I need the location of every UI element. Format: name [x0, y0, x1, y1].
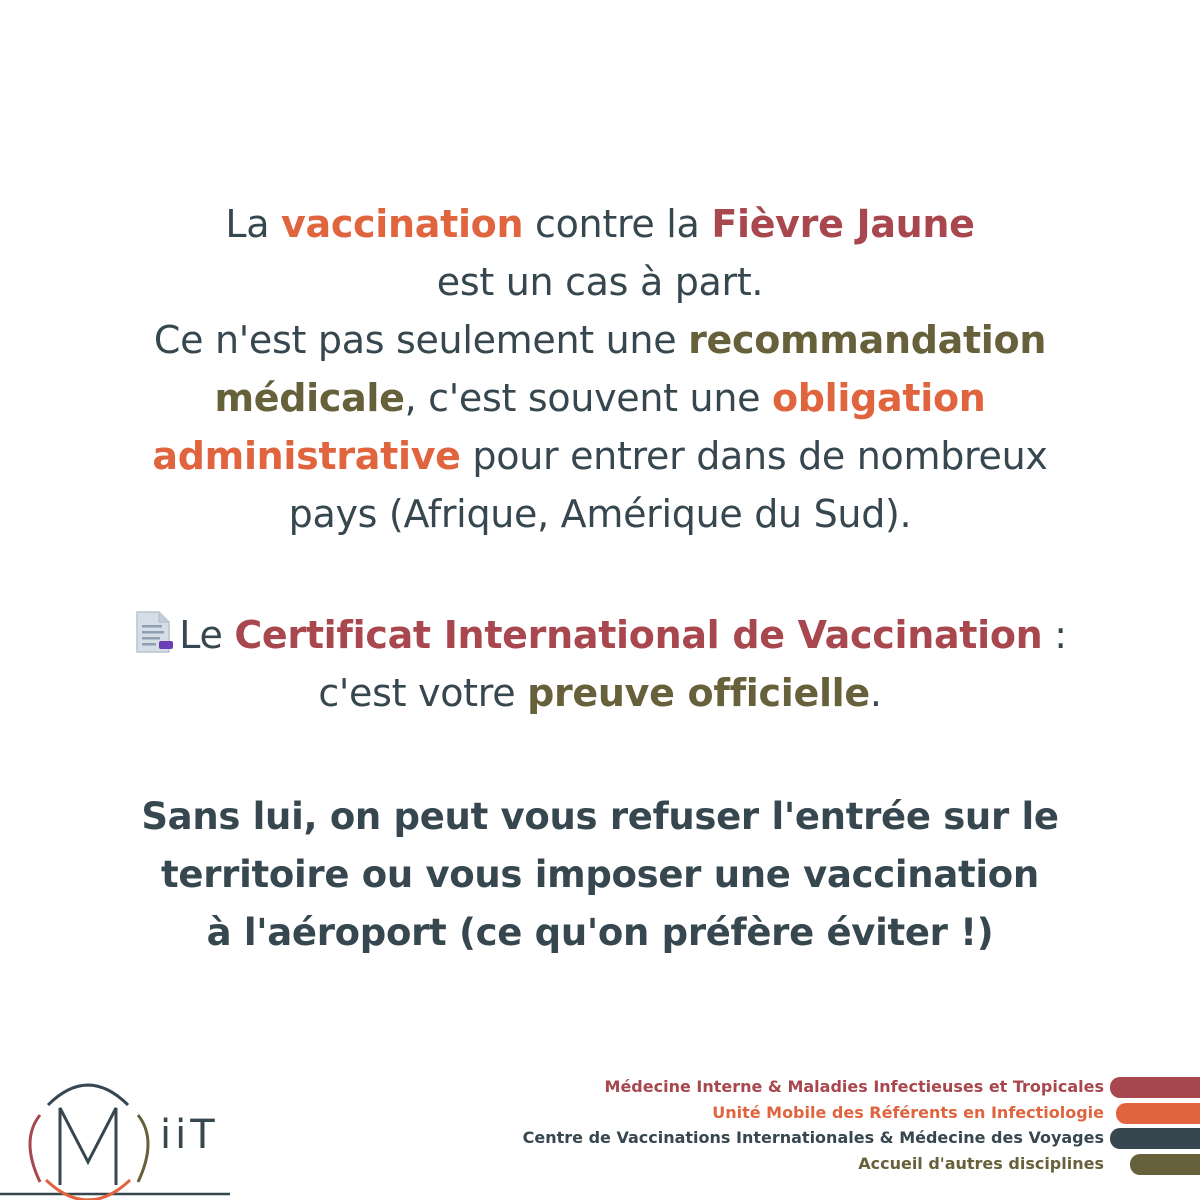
certificate-paragraph	[60, 606, 1140, 722]
highlight-obligation: obligation	[771, 376, 986, 420]
service-label: Centre de Vaccinations Internationales & Médecine des Voyages	[522, 1128, 1104, 1147]
highlight-fievre-jaune: Fièvre Jaune	[711, 202, 975, 246]
intro-line-6: pays (Afrique, Amérique du Sud).	[288, 492, 912, 536]
service-color-bar	[1110, 1128, 1200, 1149]
highlight-recommandation: recommandation	[688, 318, 1047, 362]
warning-line-3: à l'aéroport (ce qu'on préfère éviter !)	[206, 911, 994, 954]
intro-text: contre la	[523, 202, 712, 246]
certificate-line-2	[60, 664, 1140, 722]
intro-line-4	[60, 369, 1140, 427]
warning-line-2: territoire ou vous imposer une vaccination	[161, 853, 1039, 896]
service-color-bar	[1130, 1154, 1200, 1175]
service-row	[480, 1125, 1200, 1150]
intro-line-1	[60, 195, 1140, 253]
service-label: Unité Mobile des Référents en Infectiologie	[712, 1102, 1104, 1122]
intro-text: Ce n'est pas seulement une	[153, 318, 689, 362]
intro-paragraph	[60, 195, 1140, 543]
highlight-medicale: médicale	[214, 376, 405, 420]
warning-paragraph	[60, 788, 1140, 962]
intro-line-5	[60, 427, 1140, 485]
service-color-bar	[1110, 1077, 1200, 1098]
logo-text: iiT	[160, 1112, 219, 1158]
service-color-bar	[1116, 1103, 1200, 1124]
highlight-certificat: Certificat International de Vaccination	[234, 613, 1043, 657]
intro-text: La	[225, 202, 281, 246]
certificate-text: c'est votre	[318, 671, 528, 715]
services-list	[480, 1074, 1200, 1176]
certificate-line-1	[60, 606, 1140, 664]
highlight-preuve-officielle: preuve officielle	[527, 671, 870, 715]
warning-line-1: Sans lui, on peut vous refuser l'entrée sur le	[141, 795, 1059, 838]
service-row	[480, 1074, 1200, 1099]
highlight-vaccination: vaccination	[281, 202, 524, 246]
certificate-text: Le	[179, 613, 235, 657]
highlight-administrative: administrative	[152, 434, 461, 478]
intro-text: , c'est souvent une	[404, 376, 772, 420]
service-row	[480, 1100, 1200, 1125]
document-icon	[133, 610, 173, 654]
certificate-text: .	[869, 671, 882, 715]
service-row	[480, 1151, 1200, 1176]
intro-line-3	[60, 311, 1140, 369]
intro-text: pour entrer dans de nombreux	[460, 434, 1048, 478]
service-label: Accueil d'autres disciplines	[858, 1153, 1104, 1173]
intro-line-2: est un cas à part.	[436, 260, 764, 304]
service-label: Médecine Interne & Maladies Infectieuses et Tropicales	[604, 1077, 1104, 1096]
certificate-text: :	[1042, 613, 1067, 657]
